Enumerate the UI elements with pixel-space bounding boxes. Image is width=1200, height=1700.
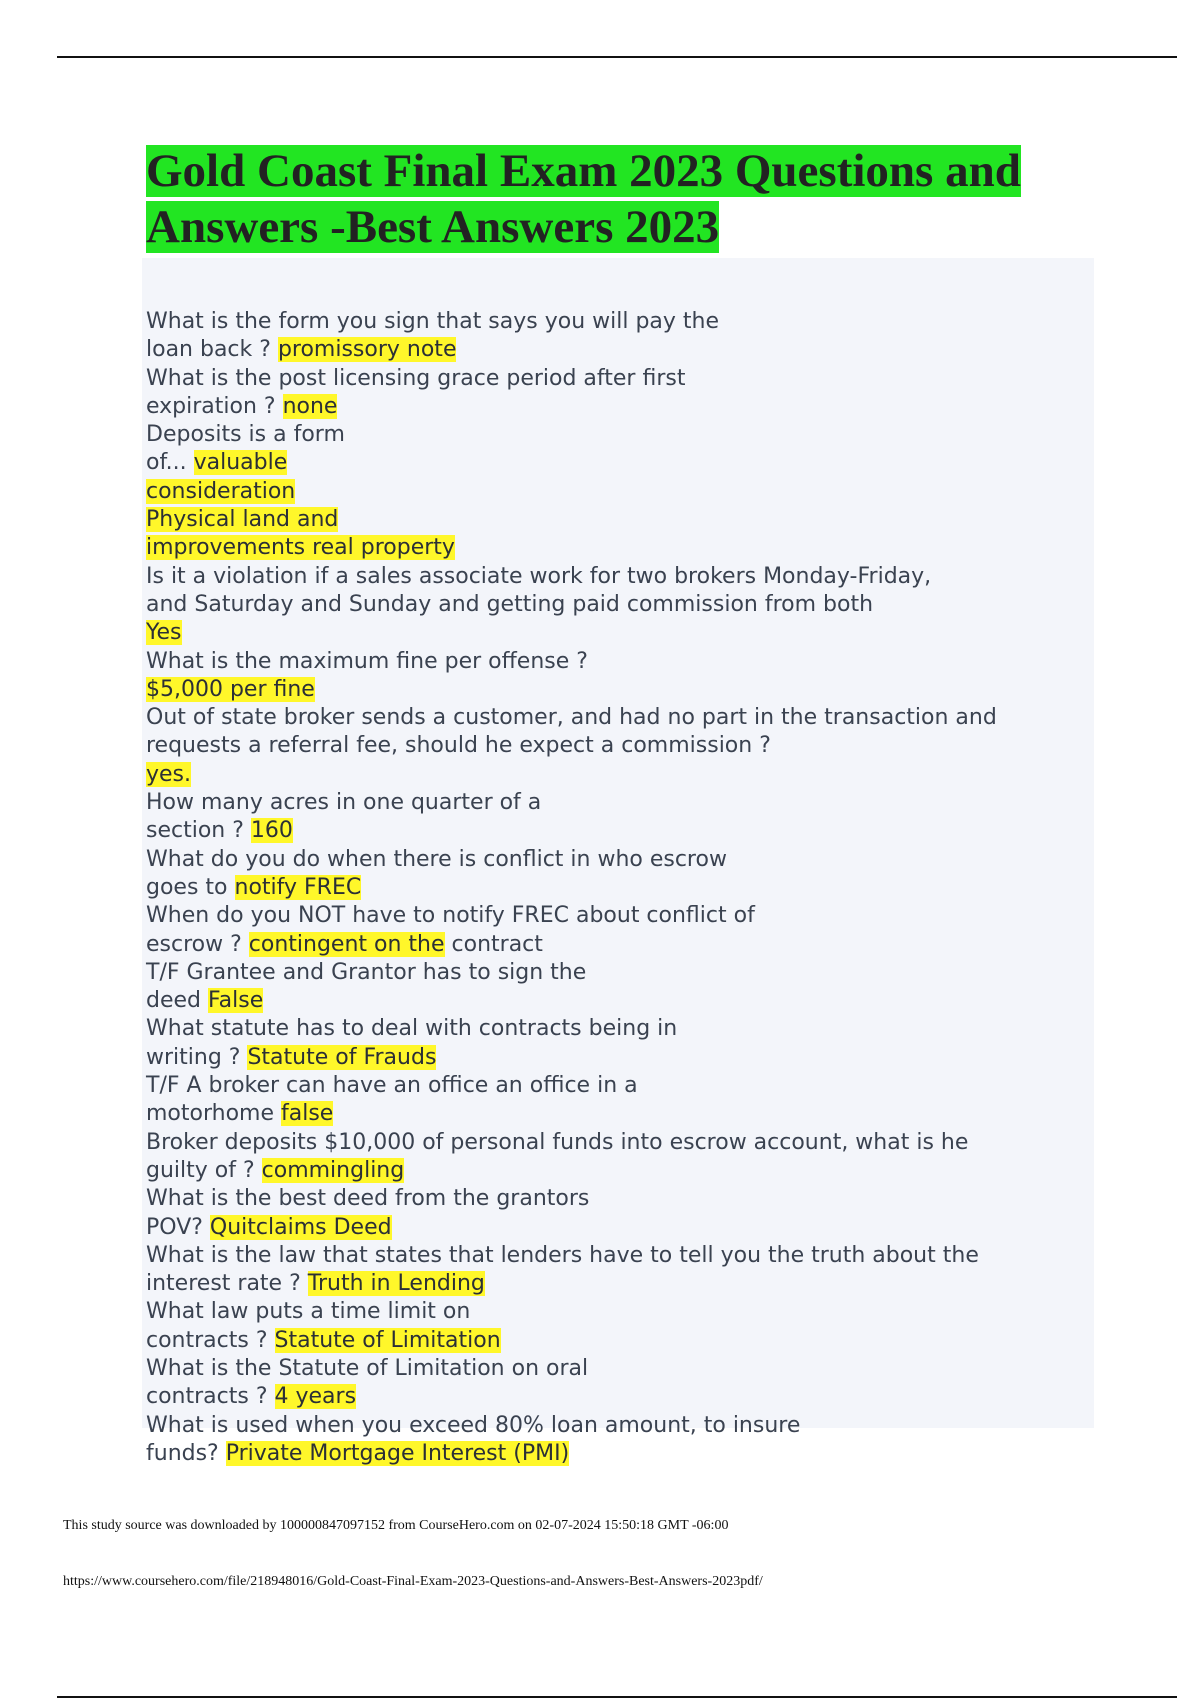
question-text: What is the Statute of Limitation on oral contracts ?: [146, 1355, 589, 1410]
question-text: What do you do when there is conflict in who escrow goes to: [146, 846, 727, 900]
source-url: https://www.coursehero.com/file/218948016/Gold-Coast-Final-Exam-2023-Questions-and-Answers-Best-Answers-2023pdf/: [63, 1574, 763, 1589]
top-rule: [57, 56, 1177, 58]
qa-item: [146, 704, 1096, 789]
qa-item: [146, 846, 1096, 903]
answer-highlight: yes.: [146, 761, 192, 787]
answer-highlight: Quitclaims Deed: [209, 1214, 392, 1240]
answer-highlight: Truth in Lending: [307, 1271, 485, 1297]
qa-item: [146, 1355, 1096, 1412]
qa-item: [146, 365, 1096, 422]
qa-item: [146, 1242, 1096, 1299]
question-text: Deposits is a form of...: [146, 422, 345, 476]
qa-item: [146, 563, 1096, 648]
question-text: What statute has to deal with contracts being in writing ?: [146, 1016, 678, 1070]
qa-item: [146, 1015, 1096, 1072]
answer-highlight: Statute of Frauds: [247, 1044, 437, 1070]
question-text: When do you NOT have to notify FREC about conflict of escrow ?: [146, 903, 755, 957]
answer-highlight: 4 years: [274, 1384, 357, 1410]
answer-highlight: False: [208, 988, 264, 1014]
qa-item: [146, 1072, 1096, 1129]
answer-highlight: Statute of Limitation: [274, 1327, 501, 1353]
qa-item: [146, 789, 1096, 846]
qa-item: [146, 308, 1096, 365]
question-text: What is the form you sign that says you will pay the loan back ?: [146, 309, 720, 363]
download-notice: This study source was downloaded by 100000847097152 from CourseHero.com on 02-07-2024 15:50:18 GMT -06:00: [63, 1518, 729, 1533]
answer-highlight: promissory note: [277, 337, 457, 363]
bottom-rule: [57, 1696, 1177, 1698]
question-text: What law puts a time limit on contracts ?: [146, 1299, 471, 1353]
question-tail: contract: [444, 931, 543, 957]
qa-item: [146, 959, 1096, 1016]
answer-highlight: valuable consideration: [146, 450, 296, 504]
question-text: What is the post licensing grace period after first expiration ?: [146, 365, 686, 419]
question-text: Is it a violation if a sales associate work for two brokers Monday-Friday, and Saturday and Sunday and getting paid commission from both: [146, 563, 932, 617]
answer-highlight: contingent on the: [248, 931, 445, 957]
question-text: What is the law that states that lenders have to tell you the truth about the interest rate ?: [146, 1242, 979, 1297]
answer-highlight: $5,000 per fine: [146, 676, 315, 702]
answer-highlight: Yes: [146, 620, 182, 646]
document-title: Gold Coast Final Exam 2023 Questions and Answers -Best Answers 2023: [146, 145, 1021, 253]
question-text: Out of state broker sends a customer, and had no part in the transaction and requests a referral fee, should he expect a commission ?: [146, 705, 997, 759]
question-text: T/F Grantee and Grantor has to sign the deed: [146, 959, 587, 1014]
question-text: T/F A broker can have an office an office in a motorhome: [146, 1073, 638, 1127]
answer-highlight: Private Mortgage Interest (PMI): [225, 1440, 570, 1466]
qa-list: [146, 308, 1096, 1468]
question-text: What is the best deed from the grantors POV?: [146, 1186, 590, 1240]
answer-highlight: notify FREC: [234, 874, 362, 900]
question-text: What is the maximum fine per offense ?: [146, 648, 588, 674]
answer-highlight: 160: [250, 818, 293, 844]
question-text: Broker deposits $10,000 of personal funds into escrow account, what is he guilty of ?: [146, 1129, 969, 1183]
qa-item: [146, 421, 1096, 506]
question-text: How many acres in one quarter of a section ?: [146, 790, 542, 844]
qa-item: [146, 902, 1096, 959]
answer-highlight: none: [282, 393, 338, 419]
qa-item: [146, 1129, 1096, 1186]
question-text: What is used when you exceed 80% loan amount, to insure funds?: [146, 1412, 801, 1466]
qa-item: [146, 506, 1096, 563]
qa-item: [146, 1185, 1096, 1242]
qa-item: [146, 648, 1096, 705]
answer-highlight: Physical land and improvements real property: [146, 507, 455, 561]
qa-item: [146, 1412, 1096, 1469]
answer-highlight: false: [281, 1101, 334, 1127]
qa-item: [146, 1298, 1096, 1355]
answer-highlight: commingling: [261, 1157, 405, 1183]
